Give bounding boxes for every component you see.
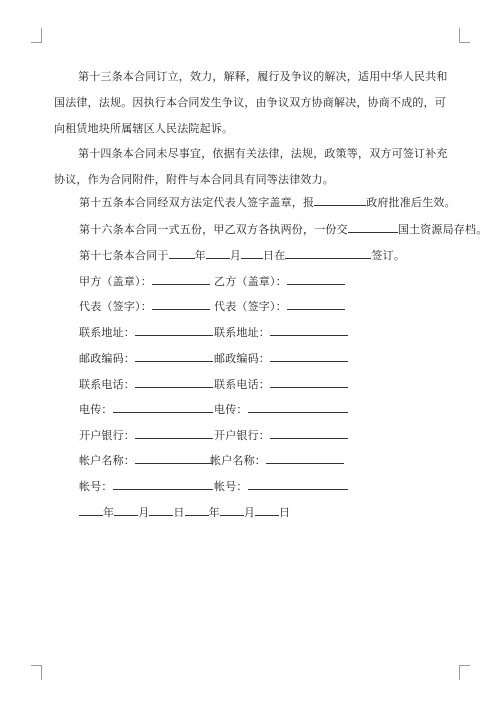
- bank-b-blank[interactable]: [270, 427, 348, 439]
- date-b-year: 年: [208, 506, 220, 519]
- acctname-b-label: 帐户名称：: [210, 454, 266, 467]
- acct-b-label: 帐号：: [214, 480, 248, 493]
- crop-mark-top-left: [31, 28, 42, 43]
- clause-17-text-a: 第十七条本合同于: [79, 249, 169, 262]
- phone-a-label: 联系电话：: [79, 378, 135, 391]
- date-b-year-blank[interactable]: [185, 504, 209, 516]
- phone-a-field: [79, 376, 213, 392]
- acct-b-blank[interactable]: [248, 478, 348, 490]
- date-a-day-blank[interactable]: [149, 504, 173, 516]
- phone-b-label: 联系电话：: [214, 378, 270, 391]
- clause-17-month: 月: [229, 249, 242, 262]
- acct-a-field: [79, 478, 213, 494]
- clause-17-place-blank[interactable]: [285, 247, 371, 259]
- bank-b-field: [214, 427, 348, 443]
- clause-13: 第十三条本合同订立，效力，解释，履行及争议的解决，适用中华人民共和国法律，法规。因执行本合同发生争议，由争议双方协商解决，协商不成的，可向租赁地块所属辖区人民法院起诉。: [54, 70, 448, 135]
- date-line: [79, 504, 290, 520]
- bank-a-label: 开户银行：: [79, 429, 135, 442]
- fax-a-label: 电传：: [79, 403, 113, 416]
- clause-17-year: 年: [194, 249, 206, 262]
- acct-a-label: 帐号：: [79, 480, 113, 493]
- post-b-label: 邮政编码：: [214, 352, 270, 365]
- party-a-label: 甲方（盖章）：: [79, 275, 152, 288]
- date-a-year-blank[interactable]: [79, 504, 103, 516]
- addr-a-field: [79, 324, 213, 340]
- date-a-day: 日: [173, 506, 185, 519]
- fax-a-field: [79, 401, 213, 417]
- rep-a-label: 代表（签字）：: [79, 300, 152, 313]
- acctname-a-label: 帐户名称：: [79, 454, 135, 467]
- clause-16-text-b: 国土资源局存档。: [397, 223, 488, 236]
- party-b-blank[interactable]: [287, 273, 345, 285]
- date-b-month: 月: [243, 506, 256, 519]
- acctname-b-field: [210, 452, 344, 468]
- post-a-label: 邮政编码：: [79, 352, 135, 365]
- addr-b-blank[interactable]: [270, 324, 348, 336]
- acct-b-field: [214, 478, 348, 494]
- addr-a-label: 联系地址：: [79, 326, 135, 339]
- bank-a-field: [79, 427, 213, 443]
- date-b-day: 日: [279, 506, 291, 519]
- rep-a-field: [79, 298, 210, 314]
- rep-b-blank[interactable]: [287, 298, 345, 310]
- phone-a-blank[interactable]: [135, 376, 213, 388]
- fax-a-blank[interactable]: [113, 401, 213, 413]
- clause-17-month-blank[interactable]: [206, 247, 230, 259]
- date-a-month-blank[interactable]: [114, 504, 138, 516]
- clause-17-day: 日在: [263, 249, 286, 262]
- clause-16: [79, 221, 487, 237]
- crop-mark-bottom-right: [459, 665, 470, 680]
- clause-15-blank[interactable]: [314, 194, 366, 206]
- post-b-field: [214, 350, 348, 366]
- clause-15-text-b: 政府批准后生效。: [366, 196, 456, 209]
- party-b-label: 乙方（盖章）：: [214, 275, 287, 288]
- fax-b-field: [214, 401, 348, 417]
- clause-17: [79, 247, 405, 263]
- post-b-blank[interactable]: [270, 350, 348, 362]
- addr-b-field: [214, 324, 348, 340]
- clause-15: [79, 194, 456, 210]
- date-b-day-blank[interactable]: [255, 504, 279, 516]
- clause-14: 第十四条本合同未尽事宜，依据有关法律，法规，政策等，双方可签订补充协议，作为合同附件，附件与本合同具有同等法律效力。: [54, 147, 448, 186]
- addr-b-label: 联系地址：: [214, 326, 270, 339]
- date-a-month: 月: [138, 506, 150, 519]
- fax-b-blank[interactable]: [248, 401, 348, 413]
- clause-16-blank[interactable]: [348, 221, 398, 233]
- rep-a-blank[interactable]: [152, 298, 210, 310]
- phone-b-blank[interactable]: [270, 376, 348, 388]
- phone-b-field: [214, 376, 348, 392]
- clause-17-year-blank[interactable]: [169, 247, 195, 259]
- date-a-year: 年: [103, 506, 115, 519]
- bank-a-blank[interactable]: [135, 427, 213, 439]
- bank-b-label: 开户银行：: [214, 429, 270, 442]
- party-a-field: [79, 273, 210, 289]
- crop-mark-top-right: [459, 28, 470, 43]
- clause-15-text-a: 第十五条本合同经双方法定代表人签字盖章，报: [79, 196, 315, 209]
- post-a-blank[interactable]: [135, 350, 213, 362]
- post-a-field: [79, 350, 213, 366]
- fax-b-label: 电传：: [214, 403, 248, 416]
- acctname-a-blank[interactable]: [135, 452, 213, 464]
- date-b-month-blank[interactable]: [220, 504, 244, 516]
- clause-17-end: 签订。: [371, 249, 406, 262]
- party-a-blank[interactable]: [152, 273, 210, 285]
- rep-b-field: [214, 298, 345, 314]
- clause-16-text-a: 第十六条本合同一式五份，甲乙双方各执两份，一份交: [79, 223, 348, 236]
- rep-b-label: 代表（签字）：: [214, 300, 287, 313]
- acctname-a-field: [79, 452, 213, 468]
- acct-a-blank[interactable]: [113, 478, 213, 490]
- crop-mark-bottom-left: [31, 665, 42, 680]
- clause-17-day-blank[interactable]: [241, 247, 263, 259]
- acctname-b-blank[interactable]: [266, 452, 344, 464]
- addr-a-blank[interactable]: [135, 324, 213, 336]
- party-b-field: [214, 273, 345, 289]
